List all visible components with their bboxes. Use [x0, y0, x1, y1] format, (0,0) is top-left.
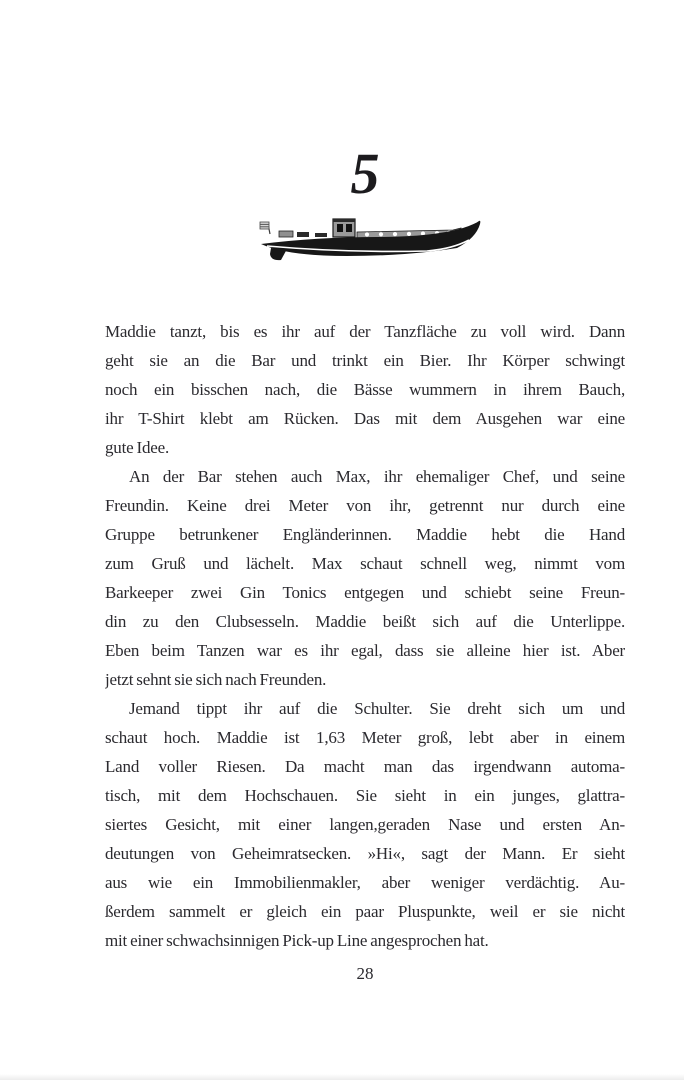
page-edge-shadow [0, 1074, 684, 1080]
text-line: ßerdem sammelt er gleich ein paar Pluspunkte, weil er sie nicht [105, 902, 625, 921]
text-line: deutungen von Geheimratsecken. »Hi«, sagt der Mann. Er sieht [105, 844, 625, 863]
text-line: tisch, mit dem Hochschauen. Sie sieht in ein junges, glattra- [105, 786, 625, 805]
text-line: mit einer schwachsinnigen Pick-up Line angesprochen hat. [105, 931, 489, 950]
text-line: gute Idee. [105, 438, 170, 457]
text-line: Maddie tanzt, bis es ihr auf der Tanzfläche zu voll wird. Dann [105, 322, 625, 341]
text-line: jetzt sehnt sie sich nach Freunden. [105, 670, 327, 689]
text-line: siertes Gesicht, mit einer langen,geraden Nase und ersten An- [105, 815, 625, 834]
body-text [105, 317, 625, 955]
text-line: Jemand tippt ihr auf die Schulter. Sie dreht sich um und [129, 699, 625, 718]
chapter-number: 5 [350, 141, 380, 206]
text-line: noch ein bisschen nach, die Bässe wummern in ihrem Bauch, [105, 380, 625, 399]
text-line: din zu den Clubsesseln. Maddie beißt sich auf die Unterlippe. [105, 612, 625, 631]
text-line: An der Bar stehen auch Max, ihr ehemaliger Chef, und seine [129, 467, 625, 486]
text-line: ihr T-Shirt klebt am Rücken. Das mit dem Ausgehen war eine [105, 409, 625, 428]
page-number: 28 [356, 964, 374, 983]
text-line: Barkeeper zwei Gin Tonics entgegen und schiebt seine Freun- [105, 583, 625, 602]
text-line: zum Gruß und lächelt. Max schaut schnell weg, nimmt vom [105, 554, 625, 573]
text-line: Land voller Riesen. Da macht man das irgendwann automa- [105, 757, 625, 776]
text-line: Eben beim Tanzen war es ihr egal, dass sie alleine hier ist. Aber [105, 641, 625, 660]
text-line: aus wie ein Immobilienmakler, aber weniger verdächtig. Au- [105, 873, 625, 892]
text-line: Gruppe betrunkener Engländerinnen. Maddie hebt die Hand [105, 525, 625, 544]
text-line: Freundin. Keine drei Meter von ihr, getrennt nur durch eine [105, 496, 625, 515]
text-line: schaut hoch. Maddie ist 1,63 Meter groß, lebt aber in einem [105, 728, 625, 747]
canal-barge-illustration [257, 218, 483, 270]
canal-barge-svg [257, 218, 483, 270]
text-line: geht sie an die Bar und trinkt ein Bier. Ihr Körper schwingt [105, 351, 625, 370]
